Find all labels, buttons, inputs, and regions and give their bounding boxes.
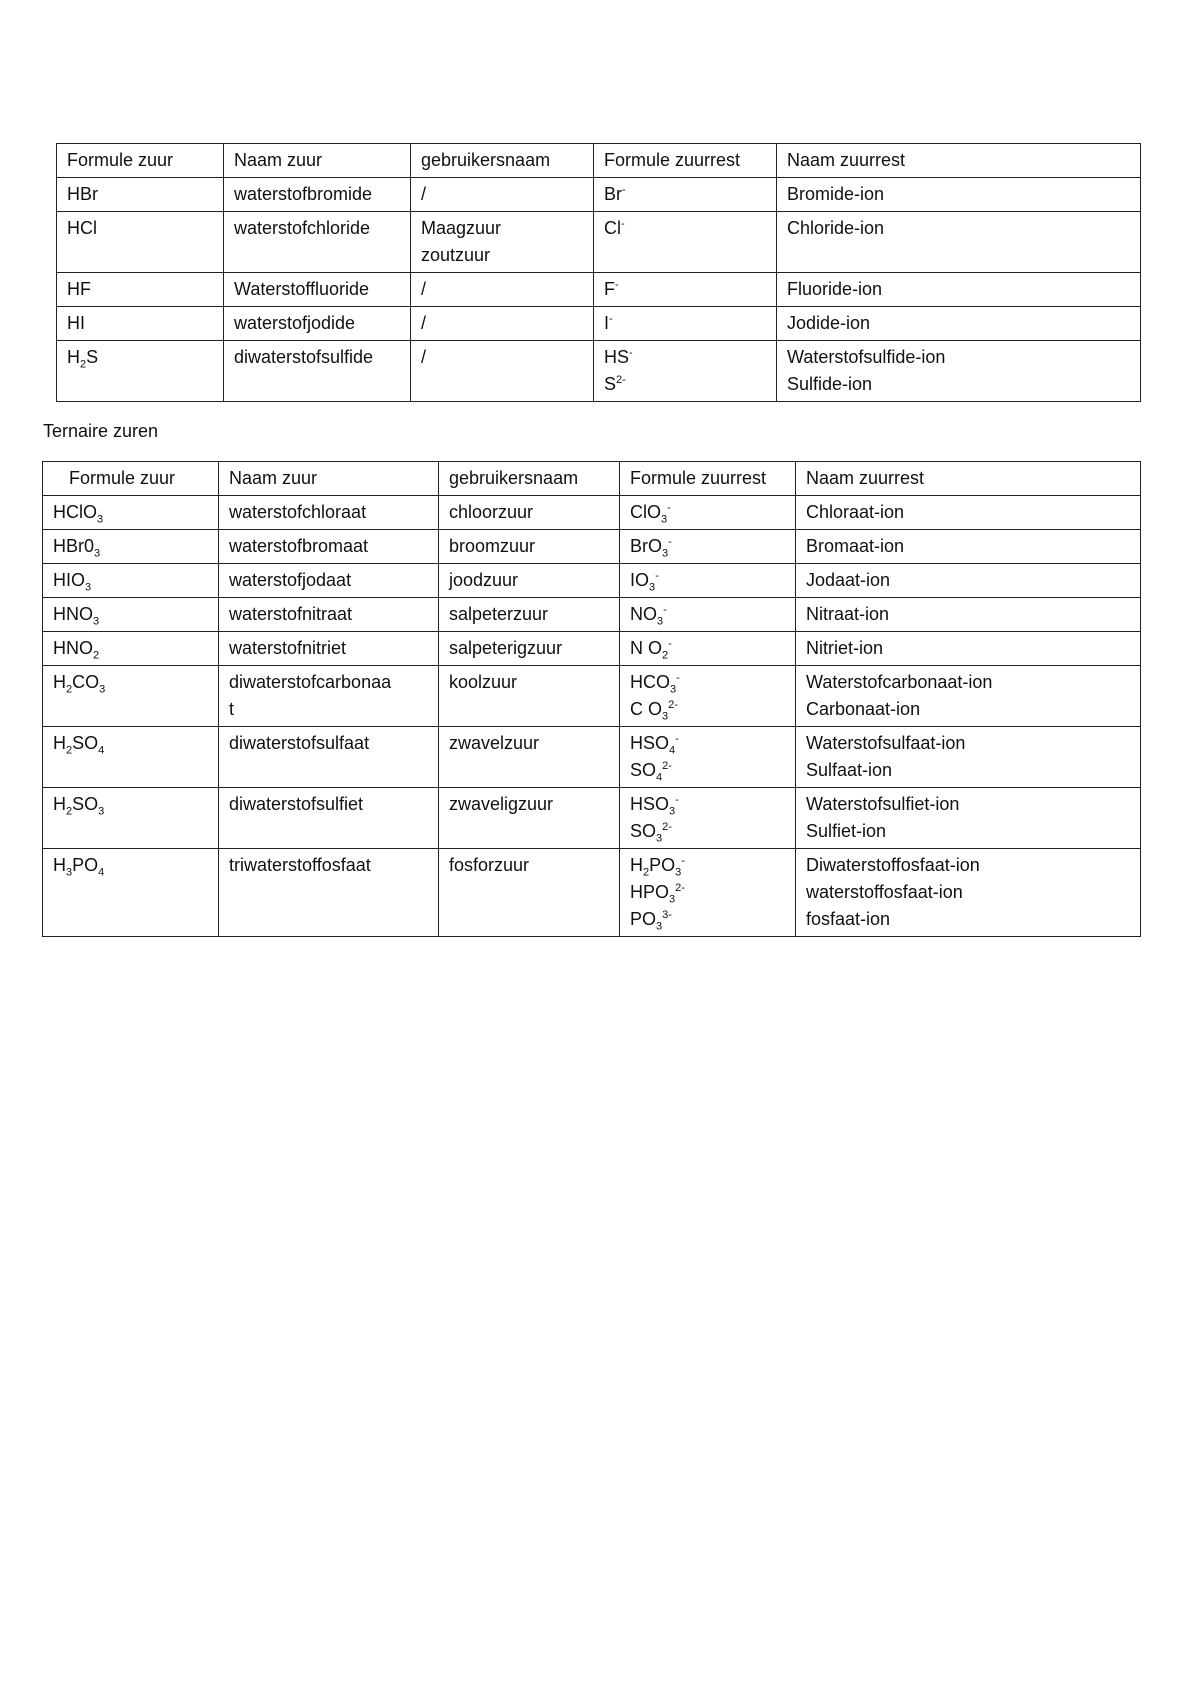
- table-row: [57, 178, 1141, 212]
- subscript: 3: [670, 683, 677, 696]
- acid-name: waterstofbromide: [234, 184, 373, 204]
- formula-text: SO: [72, 733, 99, 753]
- acid-formula-cell: [43, 598, 219, 632]
- subscript: 3: [657, 615, 664, 628]
- acid-formula-cell: [57, 307, 224, 341]
- acid-name-cell: [219, 849, 439, 937]
- ion-formula: [630, 730, 785, 757]
- formula: [53, 567, 208, 594]
- charge: 2-: [616, 374, 626, 386]
- ion-text: Cl: [604, 218, 621, 238]
- common-name-cell: [439, 632, 620, 666]
- subscript: 3: [93, 615, 100, 628]
- formula: [53, 791, 208, 818]
- ion-text: NO: [630, 604, 657, 624]
- acid-rest-name-cell: [777, 273, 1141, 307]
- subscript: 2: [93, 649, 100, 662]
- ion-formula: [604, 215, 766, 242]
- charge: 2-: [675, 882, 685, 894]
- acid-rest-formula-cell: [594, 178, 777, 212]
- formula-text: H: [67, 347, 80, 367]
- formula: [67, 276, 213, 303]
- common-name-cell: [439, 666, 620, 727]
- subscript: 2: [66, 744, 73, 757]
- acid-name-cell: [219, 788, 439, 849]
- subscript: 3: [656, 920, 663, 933]
- common-name-cell: [439, 564, 620, 598]
- acid-rest-name: Waterstofsulfiet-ion: [806, 794, 960, 814]
- acid-name: triwaterstoffosfaat: [229, 855, 371, 875]
- acid-rest-name: Nitraat-ion: [806, 604, 890, 624]
- common-name: fosforzuur: [449, 855, 530, 875]
- subscript: 2: [643, 866, 650, 879]
- acid-rest-name: Waterstofsulfide-ion: [787, 347, 946, 367]
- common-name: /: [421, 347, 427, 367]
- ion-formula: [604, 181, 766, 208]
- ion-text: F: [604, 279, 615, 299]
- acid-formula-cell: [43, 632, 219, 666]
- column-header: Formule zuurrest: [594, 144, 777, 178]
- acid-name-cell: [219, 727, 439, 788]
- formula: [67, 215, 213, 242]
- acid-rest-name: Sulfide-ion: [787, 374, 873, 394]
- formula-text: HClO: [53, 502, 97, 522]
- acid-rest-name: Carbonaat-ion: [806, 699, 921, 719]
- common-name: koolzuur: [449, 672, 518, 692]
- common-name-cell: [439, 849, 620, 937]
- formula-text: HNO: [53, 638, 93, 658]
- formula-text: HNO: [53, 604, 93, 624]
- formula-text: HCl: [67, 218, 97, 238]
- ion-formula: [630, 879, 785, 906]
- formula: [67, 344, 213, 371]
- subscript: 3: [97, 513, 104, 526]
- acid-rest-name: Nitriet-ion: [806, 638, 884, 658]
- acid-formula-cell: [43, 564, 219, 598]
- acid-formula-cell: [43, 530, 219, 564]
- subscript: 3: [662, 547, 669, 560]
- common-name-cell: [411, 178, 594, 212]
- acid-rest-formula-cell: [620, 564, 796, 598]
- acid-name: waterstofbromaat: [229, 536, 369, 556]
- common-name: Maagzuur: [421, 218, 502, 238]
- common-name: /: [421, 279, 427, 299]
- subscript: 3: [99, 683, 106, 696]
- ion-text: HSO: [630, 733, 670, 753]
- subscript: 3: [675, 866, 682, 879]
- common-name-cell: [411, 341, 594, 402]
- ion-formula: [630, 533, 785, 560]
- ion-text: H: [630, 855, 643, 875]
- acid-formula-cell: [57, 212, 224, 273]
- acid-formula-cell: [57, 273, 224, 307]
- acid-rest-name-cell: [796, 530, 1141, 564]
- charge: -: [621, 218, 625, 230]
- acid-formula-cell: [43, 666, 219, 727]
- formula-text: H: [53, 794, 66, 814]
- acid-rest-name: Sulfaat-ion: [806, 760, 893, 780]
- ion-text: SO: [630, 821, 657, 841]
- table-row: [43, 564, 1141, 598]
- ion-text: ClO: [630, 502, 661, 522]
- acid-name-cell: [219, 530, 439, 564]
- subscript: 2: [80, 358, 87, 371]
- charge: 3-: [662, 909, 672, 921]
- acid-rest-name: Jodaat-ion: [806, 570, 891, 590]
- acid-rest-name: Chloride-ion: [787, 218, 885, 238]
- ion-formula: [630, 791, 785, 818]
- binary-acids-table: [56, 143, 1141, 402]
- acid-rest-formula-cell: [594, 273, 777, 307]
- acid-rest-name: Sulfiet-ion: [806, 821, 887, 841]
- acid-formula-cell: [57, 178, 224, 212]
- acid-name: t: [229, 699, 235, 719]
- table-row: [57, 212, 1141, 273]
- acid-rest-name-cell: [796, 632, 1141, 666]
- ion-formula: [604, 310, 766, 337]
- common-name: /: [421, 184, 427, 204]
- subscript: 4: [656, 771, 663, 784]
- formula-text: HF: [67, 279, 91, 299]
- formula-text: HI: [67, 313, 85, 333]
- acid-rest-name-cell: [796, 564, 1141, 598]
- acid-name-cell: [219, 496, 439, 530]
- charge: -: [655, 570, 659, 582]
- charge: -: [681, 855, 685, 867]
- common-name: salpeterigzuur: [449, 638, 563, 658]
- acid-name-cell: [224, 307, 411, 341]
- ion-formula: [630, 906, 785, 933]
- ion-text: PO: [630, 909, 657, 929]
- formula-text: HIO: [53, 570, 86, 590]
- acid-name: diwaterstofsulfaat: [229, 733, 370, 753]
- acid-rest-formula-cell: [620, 598, 796, 632]
- acid-rest-formula-cell: [620, 788, 796, 849]
- common-name: joodzuur: [449, 570, 519, 590]
- table-row: [43, 632, 1141, 666]
- common-name-cell: [411, 212, 594, 273]
- charge: -: [667, 502, 671, 514]
- formula: [53, 601, 208, 628]
- formula-text: PO: [72, 855, 99, 875]
- acid-name-cell: [219, 598, 439, 632]
- common-name: zoutzuur: [421, 245, 491, 265]
- formula: [53, 635, 208, 662]
- acid-formula-cell: [57, 341, 224, 402]
- acid-rest-name: Waterstofcarbonaat-ion: [806, 672, 993, 692]
- acid-name-cell: [219, 632, 439, 666]
- acid-name: waterstofnitraat: [229, 604, 353, 624]
- table-row: [43, 598, 1141, 632]
- charge: -: [615, 279, 619, 291]
- table-row: [57, 273, 1141, 307]
- acid-rest-name: Bromaat-ion: [806, 536, 905, 556]
- column-header: Naam zuur: [224, 144, 411, 178]
- subscript: 3: [94, 547, 101, 560]
- acid-rest-name-cell: [796, 666, 1141, 727]
- acid-rest-name: Bromide-ion: [787, 184, 885, 204]
- table-row: [43, 788, 1141, 849]
- formula: [53, 852, 208, 879]
- acid-rest-formula-cell: [620, 496, 796, 530]
- common-name-cell: [411, 273, 594, 307]
- subscript: 3: [98, 805, 105, 818]
- column-header: gebruikersnaam: [411, 144, 594, 178]
- subscript: 3: [661, 513, 668, 526]
- table-row: [57, 341, 1141, 402]
- subscript: 2: [66, 805, 73, 818]
- ion-formula: [604, 276, 766, 303]
- header-row: [57, 144, 1141, 178]
- charge: -: [609, 313, 613, 325]
- acid-name-cell: [224, 178, 411, 212]
- subscript: 3: [662, 710, 669, 723]
- acid-rest-name: fosfaat-ion: [806, 909, 891, 929]
- ion-text: N O: [630, 638, 663, 658]
- acid-rest-formula-cell: [620, 530, 796, 564]
- acid-rest-name: Jodide-ion: [787, 313, 871, 333]
- acid-name-cell: [224, 273, 411, 307]
- formula: [53, 669, 208, 696]
- column-header: Naam zuurrest: [777, 144, 1141, 178]
- acid-rest-formula-cell: [620, 632, 796, 666]
- acid-name: waterstofchloride: [234, 218, 371, 238]
- common-name-cell: [439, 496, 620, 530]
- table-row: [43, 666, 1141, 727]
- ion-text: IO: [630, 570, 650, 590]
- common-name-cell: [439, 598, 620, 632]
- charge: -: [629, 347, 633, 359]
- ion-formula: [630, 635, 785, 662]
- acid-rest-name: Waterstofsulfaat-ion: [806, 733, 966, 753]
- formula: [67, 181, 213, 208]
- common-name: /: [421, 313, 427, 333]
- ion-formula: [604, 344, 766, 371]
- ion-text: PO: [649, 855, 676, 875]
- acid-name: Waterstoffluoride: [234, 279, 370, 299]
- acid-name-cell: [219, 666, 439, 727]
- table-row: [57, 307, 1141, 341]
- acid-name-cell: [224, 212, 411, 273]
- ion-text: HSO: [630, 794, 670, 814]
- formula-text: S: [86, 347, 99, 367]
- acid-formula-cell: [43, 727, 219, 788]
- acid-rest-name: Diwaterstoffosfaat-ion: [806, 855, 980, 875]
- common-name-cell: [439, 788, 620, 849]
- subscript: 3: [85, 581, 92, 594]
- acid-rest-formula-cell: [620, 727, 796, 788]
- column-header: Naam zuurrest: [796, 462, 1141, 496]
- ion-formula: [630, 499, 785, 526]
- acid-rest-name: waterstoffosfaat-ion: [806, 882, 963, 902]
- formula-text: H: [53, 672, 66, 692]
- column-header: Formule zuurrest: [620, 462, 796, 496]
- acid-rest-name-cell: [777, 178, 1141, 212]
- table-row: [43, 727, 1141, 788]
- acid-formula-cell: [43, 496, 219, 530]
- acid-rest-formula-cell: [594, 212, 777, 273]
- acid-rest-name-cell: [796, 849, 1141, 937]
- formula: [67, 310, 213, 337]
- ternary-acids-table: [42, 461, 1141, 937]
- acid-rest-name-cell: [796, 598, 1141, 632]
- ion-text: S: [604, 374, 617, 394]
- ion-formula: [630, 669, 785, 696]
- charge: -: [622, 184, 626, 196]
- ion-formula: [630, 567, 785, 594]
- ion-text: I: [604, 313, 610, 333]
- acid-name-cell: [219, 564, 439, 598]
- subscript: 4: [98, 866, 105, 879]
- acid-name-cell: [224, 341, 411, 402]
- column-header: gebruikersnaam: [439, 462, 620, 496]
- column-header: Naam zuur: [219, 462, 439, 496]
- header-row: [43, 462, 1141, 496]
- ion-formula: [630, 757, 785, 784]
- acid-formula-cell: [43, 788, 219, 849]
- column-header: Formule zuur: [43, 462, 219, 496]
- table-row: [43, 530, 1141, 564]
- formula-text: H: [53, 733, 66, 753]
- charge: -: [676, 672, 680, 684]
- acid-rest-name: Fluoride-ion: [787, 279, 883, 299]
- formula-text: HBr: [67, 184, 98, 204]
- table-row: [43, 849, 1141, 937]
- subscript: 4: [98, 744, 105, 757]
- acid-rest-formula-cell: [594, 341, 777, 402]
- common-name: broomzuur: [449, 536, 536, 556]
- acid-name: waterstofchloraat: [229, 502, 367, 522]
- acid-name: diwaterstofsulfide: [234, 347, 374, 367]
- subscript: 3: [656, 832, 663, 845]
- subscript: 3: [669, 893, 676, 906]
- formula-text: CO: [72, 672, 100, 692]
- subscript: 2: [66, 683, 73, 696]
- ion-text: C O: [630, 699, 663, 719]
- acid-rest-name-cell: [796, 788, 1141, 849]
- ion-text: Br: [604, 184, 622, 204]
- acid-rest-name-cell: [796, 496, 1141, 530]
- common-name: zwavelzuur: [449, 733, 540, 753]
- acid-name: waterstofjodide: [234, 313, 356, 333]
- formula: [53, 730, 208, 757]
- subscript: 2: [662, 649, 669, 662]
- ion-text: BrO: [630, 536, 663, 556]
- ion-formula: [630, 601, 785, 628]
- acid-rest-formula-cell: [620, 849, 796, 937]
- common-name: chloorzuur: [449, 502, 534, 522]
- acid-rest-formula-cell: [620, 666, 796, 727]
- subscript: 4: [669, 744, 676, 757]
- formula-text: H: [53, 855, 66, 875]
- acid-formula-cell: [43, 849, 219, 937]
- formula-text: HBr0: [53, 536, 95, 556]
- acid-rest-name: Chloraat-ion: [806, 502, 905, 522]
- ion-formula: [630, 696, 785, 723]
- common-name-cell: [439, 530, 620, 564]
- charge: -: [668, 638, 672, 650]
- common-name: zwaveligzuur: [449, 794, 554, 814]
- ion-formula: [630, 818, 785, 845]
- formula: [53, 533, 208, 560]
- charge: -: [675, 733, 679, 745]
- formula-text: SO: [72, 794, 99, 814]
- charge: 2-: [668, 699, 678, 711]
- section-title: Ternaire zuren: [43, 421, 159, 441]
- common-name-cell: [439, 727, 620, 788]
- ion-formula: [604, 371, 766, 398]
- charge: -: [663, 604, 667, 616]
- common-name-cell: [411, 307, 594, 341]
- charge: 2-: [662, 821, 672, 833]
- ion-formula: [630, 852, 785, 879]
- formula: [53, 499, 208, 526]
- ion-text: HPO: [630, 882, 670, 902]
- acid-rest-name-cell: [796, 727, 1141, 788]
- subscript: 3: [649, 581, 656, 594]
- subscript: 3: [66, 866, 73, 879]
- subscript: 3: [669, 805, 676, 818]
- acid-rest-name-cell: [777, 307, 1141, 341]
- common-name: salpeterzuur: [449, 604, 549, 624]
- ion-text: HS: [604, 347, 630, 367]
- charge: -: [668, 536, 672, 548]
- acid-name: diwaterstofcarbonaa: [229, 672, 392, 692]
- charge: -: [675, 794, 679, 806]
- ion-text: SO: [630, 760, 657, 780]
- acid-name: waterstofnitriet: [229, 638, 347, 658]
- column-header: Formule zuur: [57, 144, 224, 178]
- acid-name: waterstofjodaat: [229, 570, 352, 590]
- acid-rest-name-cell: [777, 341, 1141, 402]
- ion-text: HCO: [630, 672, 670, 692]
- charge: 2-: [662, 760, 672, 772]
- table-row: [43, 496, 1141, 530]
- acid-rest-name-cell: [777, 212, 1141, 273]
- acid-name: diwaterstofsulfiet: [229, 794, 364, 814]
- acid-rest-formula-cell: [594, 307, 777, 341]
